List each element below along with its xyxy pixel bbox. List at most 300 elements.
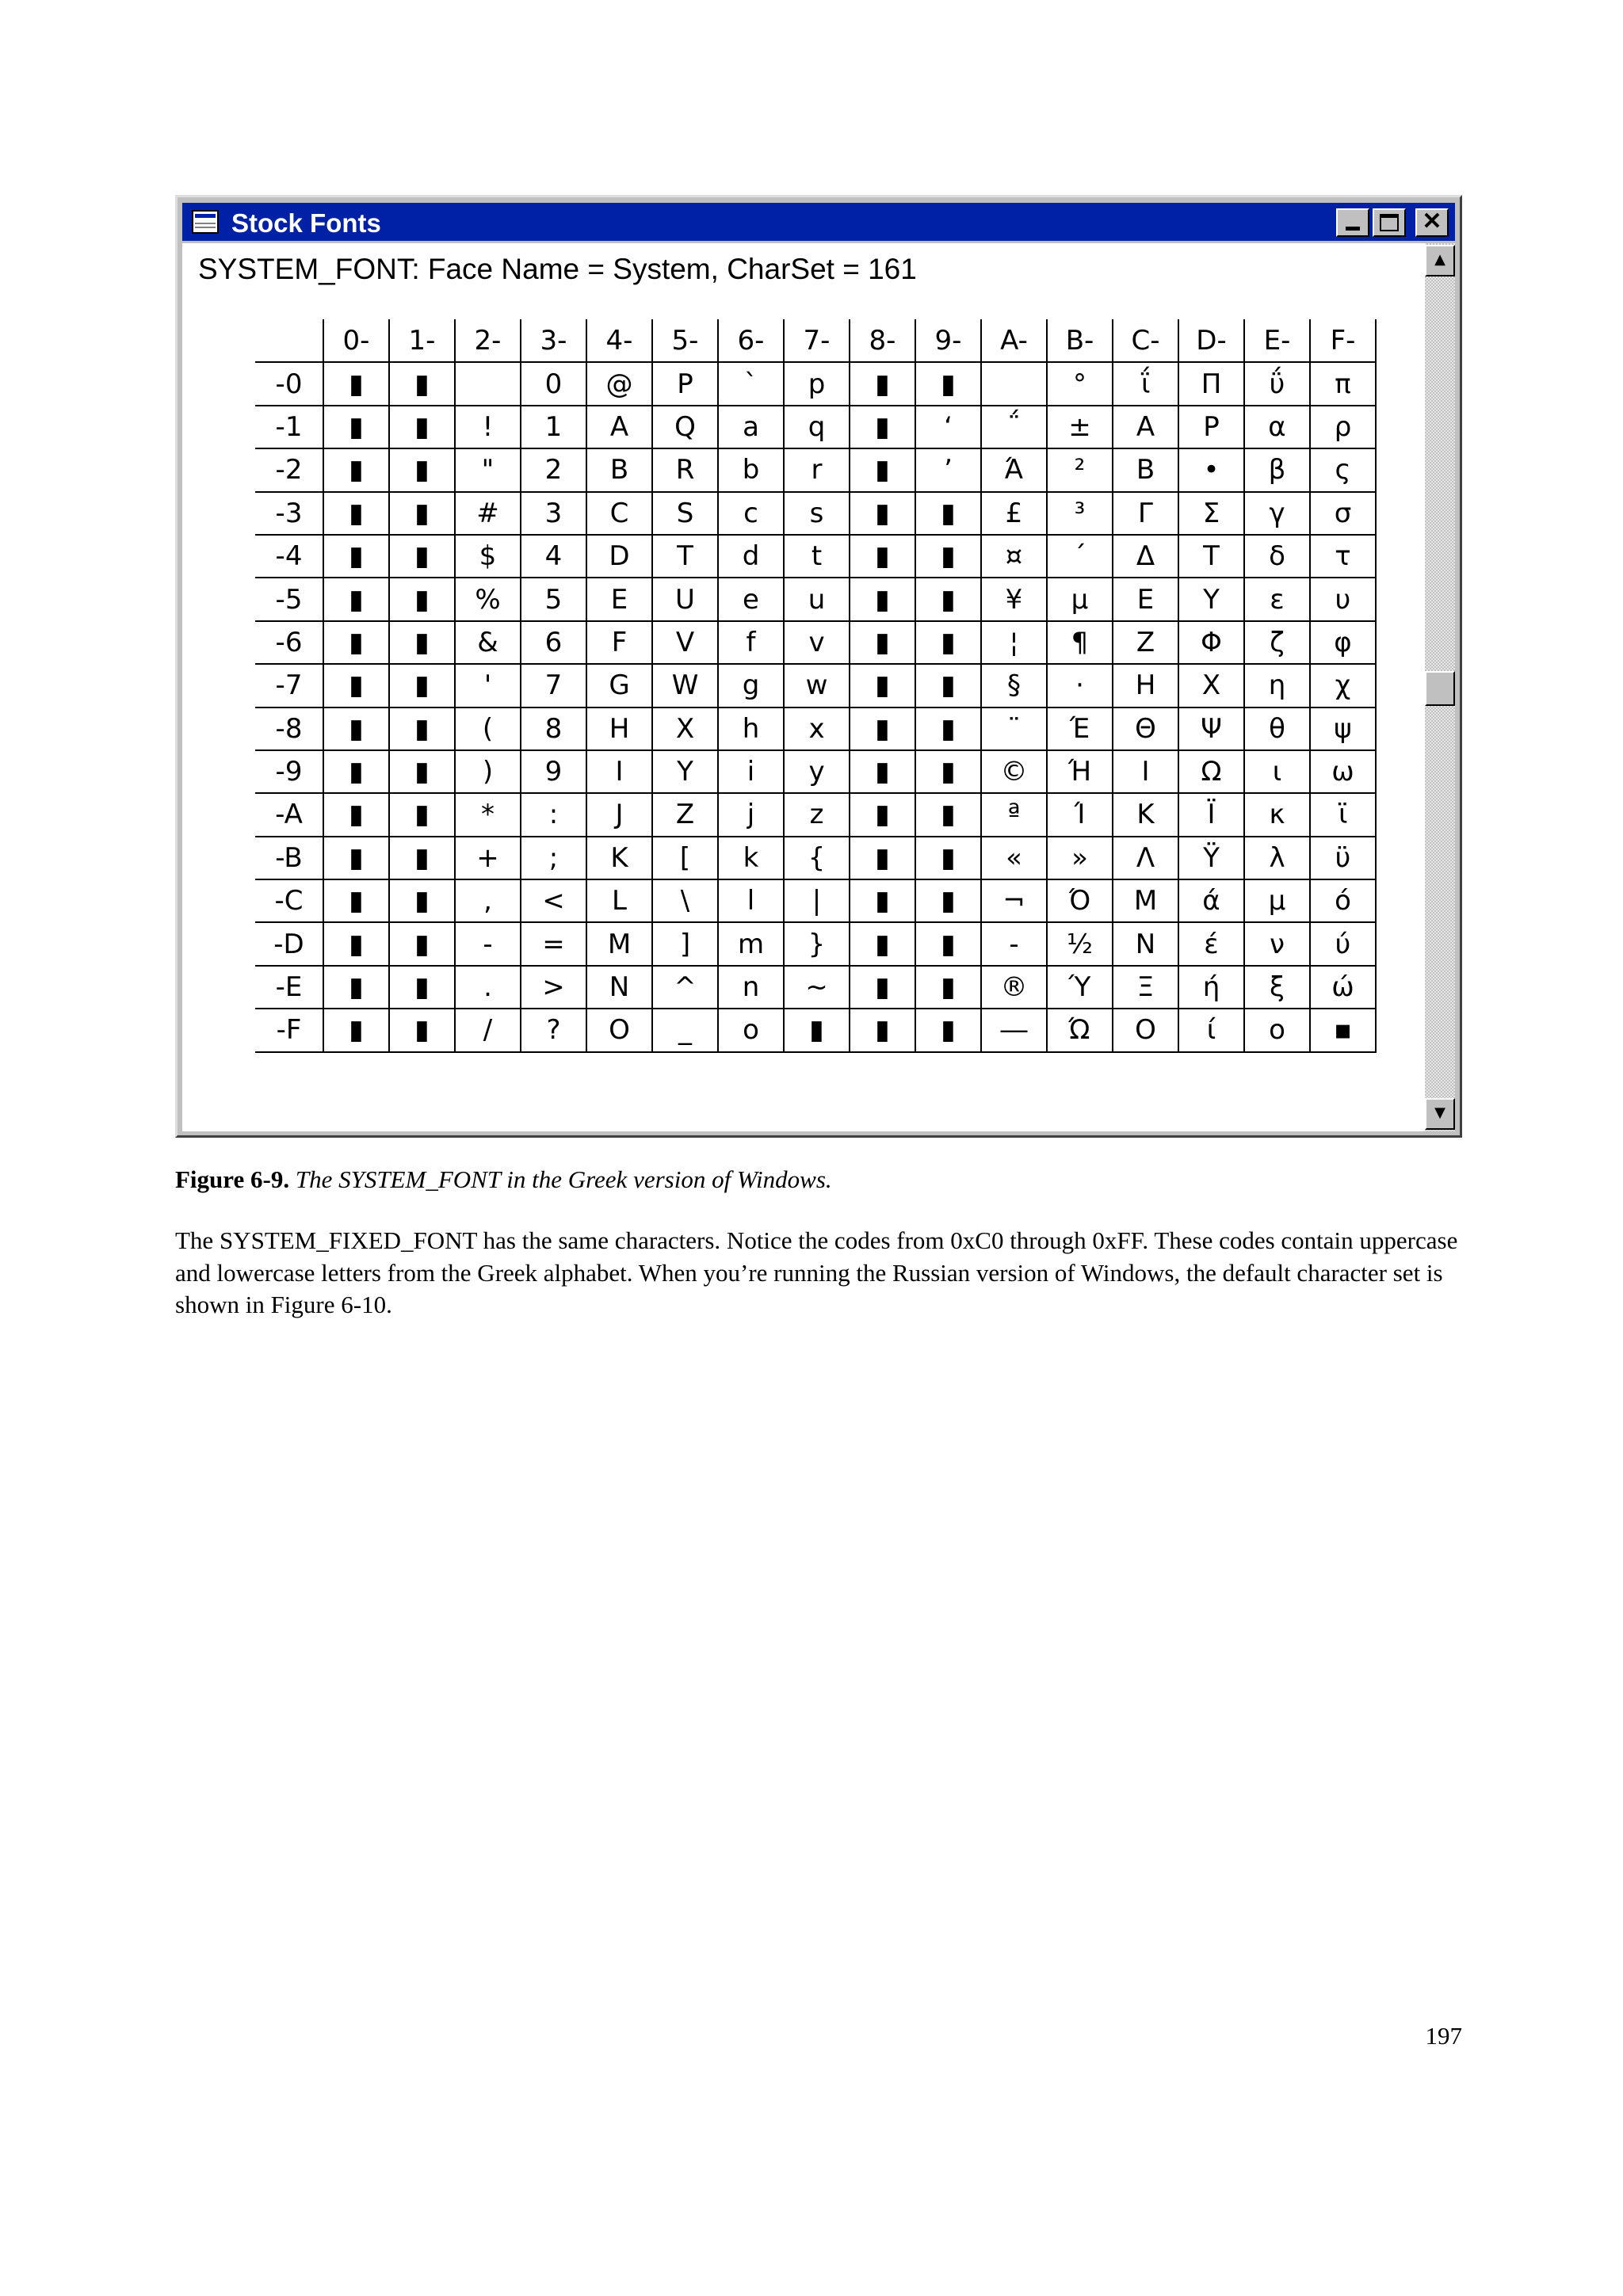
char-cell: S: [652, 492, 718, 535]
char-cell: ▮: [389, 793, 455, 836]
char-cell: ▮: [915, 966, 981, 1009]
char-cell: §: [981, 664, 1047, 707]
caption-label: Figure 6-9.: [175, 1165, 290, 1193]
char-cell: ▮: [850, 448, 915, 491]
row-header: -0: [255, 362, 323, 405]
char-cell: Ϋ: [1178, 837, 1244, 879]
char-cell: ▮: [850, 578, 915, 620]
char-cell: Τ: [1178, 535, 1244, 578]
char-cell: >: [521, 966, 586, 1009]
char-cell: •: [1178, 448, 1244, 491]
char-cell: !: [455, 406, 521, 448]
char-cell: Ξ: [1113, 966, 1178, 1009]
char-cell: ▮: [850, 793, 915, 836]
char-cell: ΐ: [1113, 362, 1178, 405]
table-row: [255, 1009, 1376, 1051]
char-cell: «: [981, 837, 1047, 879]
char-cell: ▮: [389, 448, 455, 491]
char-cell: ▪: [1310, 1009, 1376, 1051]
char-cell: R: [652, 448, 718, 491]
vertical-scrollbar[interactable]: [1425, 243, 1455, 1131]
char-cell: δ: [1244, 535, 1310, 578]
char-cell: ½: [1047, 922, 1113, 965]
char-cell: I: [586, 750, 652, 793]
char-cell: F: [586, 621, 652, 664]
char-cell: θ: [1244, 707, 1310, 750]
char-cell: ▮: [915, 707, 981, 750]
char-cell: β: [1244, 448, 1310, 491]
char-cell: 2: [521, 448, 586, 491]
table-row: [255, 793, 1376, 836]
table-row: [255, 922, 1376, 965]
char-cell: ▮: [389, 837, 455, 879]
char-cell: U: [652, 578, 718, 620]
char-cell: 1: [521, 406, 586, 448]
char-cell: ▮: [389, 578, 455, 620]
column-header: 7-: [784, 319, 850, 362]
char-cell: V: [652, 621, 718, 664]
close-icon: ✕: [1422, 208, 1442, 235]
char-cell: y: [784, 750, 850, 793]
char-cell: 4: [521, 535, 586, 578]
client-area: [182, 243, 1425, 1131]
char-cell: Β: [1113, 448, 1178, 491]
char-cell: |: [784, 879, 850, 922]
char-cell: ;: [521, 837, 586, 879]
font-heading: SYSTEM_FONT: Face Name = System, CharSet = 161: [198, 253, 917, 285]
row-header: -7: [255, 664, 323, 707]
scroll-down-arrow-icon: ▼: [1434, 1104, 1445, 1121]
scroll-thumb[interactable]: [1425, 671, 1455, 706]
char-cell: ▮: [389, 492, 455, 535]
caption-text: The SYSTEM_FONT in the Greek version of Windows.: [295, 1165, 832, 1193]
minimize-icon: [1346, 227, 1360, 231]
char-cell: d: [718, 535, 784, 578]
table-row: [255, 750, 1376, 793]
char-cell: »: [1047, 837, 1113, 879]
page-number: 197: [1425, 2022, 1462, 2050]
char-cell: D: [586, 535, 652, 578]
table-row: [255, 406, 1376, 448]
char-cell: ": [455, 448, 521, 491]
char-cell: ▮: [389, 879, 455, 922]
char-cell: ▮: [389, 621, 455, 664]
char-cell: _: [652, 1009, 718, 1051]
column-header: 0-: [323, 319, 389, 362]
char-cell: ρ: [1310, 406, 1376, 448]
char-cell: q: [784, 406, 850, 448]
char-cell: ΄: [1047, 535, 1113, 578]
char-cell: ▮: [323, 664, 389, 707]
char-cell: -: [981, 922, 1047, 965]
char-cell: ▮: [850, 750, 915, 793]
char-cell: ▮: [850, 362, 915, 405]
char-cell: ▮: [323, 750, 389, 793]
char-cell: e: [718, 578, 784, 620]
char-cell: ^: [652, 966, 718, 1009]
char-cell: L: [586, 879, 652, 922]
char-cell: h: [718, 707, 784, 750]
char-cell: [981, 362, 1047, 405]
char-cell: *: [455, 793, 521, 836]
char-cell: ▮: [915, 922, 981, 965]
row-header: -4: [255, 535, 323, 578]
body-paragraph: The SYSTEM_FIXED_FONT has the same characters. Notice the codes from 0xC0 through 0xFF. These codes contain uppercase and lowercase letters from the Greek alphabet. When you’re running the Russian version of Windows, the default character set is shown in Figure 6-10.: [175, 1226, 1458, 1318]
char-cell: Α: [1113, 406, 1178, 448]
column-header: 3-: [521, 319, 586, 362]
char-cell: ▮: [323, 621, 389, 664]
char-cell: <: [521, 879, 586, 922]
char-cell: ▮: [323, 707, 389, 750]
char-cell: 8: [521, 707, 586, 750]
char-cell: b: [718, 448, 784, 491]
char-cell: ▮: [915, 362, 981, 405]
char-cell: [: [652, 837, 718, 879]
char-cell: ▮: [915, 621, 981, 664]
char-cell: Η: [1113, 664, 1178, 707]
char-cell: 0: [521, 362, 586, 405]
char-cell: ,: [455, 879, 521, 922]
window-menu-icon[interactable]: [192, 210, 219, 234]
char-cell: Π: [1178, 362, 1244, 405]
table-row: [255, 535, 1376, 578]
char-cell: %: [455, 578, 521, 620]
char-cell: M: [586, 922, 652, 965]
char-cell: u: [784, 578, 850, 620]
column-header: F-: [1310, 319, 1376, 362]
char-cell: Ι: [1113, 750, 1178, 793]
char-cell: ▮: [850, 535, 915, 578]
char-cell: W: [652, 664, 718, 707]
row-header: -8: [255, 707, 323, 750]
char-cell: ό: [1310, 879, 1376, 922]
char-cell: Z: [652, 793, 718, 836]
char-cell: ]: [652, 922, 718, 965]
table-row: [255, 362, 1376, 405]
title-bar[interactable]: [182, 203, 1455, 241]
char-cell: ΰ: [1244, 362, 1310, 405]
column-header: 9-: [915, 319, 981, 362]
char-cell: {: [784, 837, 850, 879]
char-cell: ▮: [784, 1009, 850, 1051]
char-cell: }: [784, 922, 850, 965]
char-cell: j: [718, 793, 784, 836]
char-cell: Κ: [1113, 793, 1178, 836]
column-header: C-: [1113, 319, 1178, 362]
char-cell: ▮: [323, 879, 389, 922]
column-header: 5-: [652, 319, 718, 362]
char-cell: o: [718, 1009, 784, 1051]
row-header: -2: [255, 448, 323, 491]
char-cell: κ: [1244, 793, 1310, 836]
char-cell: Ό: [1047, 879, 1113, 922]
char-cell: ®: [981, 966, 1047, 1009]
char-cell: ▮: [850, 922, 915, 965]
char-cell: γ: [1244, 492, 1310, 535]
char-cell: p: [784, 362, 850, 405]
char-cell: Μ: [1113, 879, 1178, 922]
char-cell: Ε: [1113, 578, 1178, 620]
char-cell: ί: [1178, 1009, 1244, 1051]
char-cell: ▮: [323, 492, 389, 535]
table-row: [255, 492, 1376, 535]
char-cell: l: [718, 879, 784, 922]
char-cell: ¬: [981, 879, 1047, 922]
char-cell: ▮: [323, 362, 389, 405]
char-cell: υ: [1310, 578, 1376, 620]
char-cell: :: [521, 793, 586, 836]
char-cell: ϊ: [1310, 793, 1376, 836]
char-cell: ▮: [915, 793, 981, 836]
char-cell: ▮: [915, 578, 981, 620]
char-cell: λ: [1244, 837, 1310, 879]
column-header: 8-: [850, 319, 915, 362]
char-cell: ▮: [850, 966, 915, 1009]
char-cell: £: [981, 492, 1047, 535]
char-cell: ▮: [323, 448, 389, 491]
char-cell: μ: [1244, 879, 1310, 922]
char-cell: N: [586, 966, 652, 1009]
row-header: -B: [255, 837, 323, 879]
char-cell: ω: [1310, 750, 1376, 793]
char-cell: H: [586, 707, 652, 750]
char-cell: r: [784, 448, 850, 491]
char-cell: a: [718, 406, 784, 448]
char-cell: v: [784, 621, 850, 664]
char-cell: ΅: [981, 406, 1047, 448]
char-cell: T: [652, 535, 718, 578]
char-cell: ¤: [981, 535, 1047, 578]
char-cell: ¶: [1047, 621, 1113, 664]
char-cell: ▮: [323, 922, 389, 965]
char-cell: c: [718, 492, 784, 535]
char-cell: ς: [1310, 448, 1376, 491]
column-header-row: [255, 319, 1376, 362]
char-cell: X: [652, 707, 718, 750]
char-cell: Ύ: [1047, 966, 1113, 1009]
char-cell: 9: [521, 750, 586, 793]
window-title: Stock Fonts: [231, 208, 381, 238]
char-cell: ο: [1244, 1009, 1310, 1051]
char-cell: η: [1244, 664, 1310, 707]
char-cell: φ: [1310, 621, 1376, 664]
row-header: -E: [255, 966, 323, 1009]
char-cell: ώ: [1310, 966, 1376, 1009]
char-cell: ▮: [323, 406, 389, 448]
char-cell: ©: [981, 750, 1047, 793]
char-cell: $: [455, 535, 521, 578]
char-cell: ▮: [323, 578, 389, 620]
char-cell: Ή: [1047, 750, 1113, 793]
char-cell: Ώ: [1047, 1009, 1113, 1051]
char-cell: w: [784, 664, 850, 707]
figure-caption: [175, 1165, 832, 1194]
char-cell: ·: [1047, 664, 1113, 707]
char-cell: ~: [784, 966, 850, 1009]
char-cell: Ψ: [1178, 707, 1244, 750]
char-cell: ▮: [389, 966, 455, 1009]
row-header: -3: [255, 492, 323, 535]
char-cell: J: [586, 793, 652, 836]
row-header: -C: [255, 879, 323, 922]
char-cell: =: [521, 922, 586, 965]
char-cell: ▮: [915, 837, 981, 879]
char-cell: ¦: [981, 621, 1047, 664]
char-cell: ή: [1178, 966, 1244, 1009]
char-cell: Ί: [1047, 793, 1113, 836]
char-cell: n: [718, 966, 784, 1009]
char-cell: ▮: [850, 1009, 915, 1051]
char-cell: G: [586, 664, 652, 707]
char-cell: ζ: [1244, 621, 1310, 664]
column-header: 2-: [455, 319, 521, 362]
char-cell: ▮: [850, 707, 915, 750]
char-cell: ª: [981, 793, 1047, 836]
char-cell: A: [586, 406, 652, 448]
char-cell: µ: [1047, 578, 1113, 620]
char-cell: ▮: [323, 1009, 389, 1051]
char-cell: P: [652, 362, 718, 405]
column-header: D-: [1178, 319, 1244, 362]
column-header: A-: [981, 319, 1047, 362]
char-cell: #: [455, 492, 521, 535]
maximize-button[interactable]: [1373, 208, 1406, 237]
char-cell: s: [784, 492, 850, 535]
char-cell: ±: [1047, 406, 1113, 448]
char-cell: 5: [521, 578, 586, 620]
row-header: -5: [255, 578, 323, 620]
table-row: [255, 578, 1376, 620]
row-header: -A: [255, 793, 323, 836]
char-cell: ▮: [915, 535, 981, 578]
char-cell: C: [586, 492, 652, 535]
char-cell: \: [652, 879, 718, 922]
char-cell: @: [586, 362, 652, 405]
char-cell: ▮: [389, 535, 455, 578]
char-cell: Y: [652, 750, 718, 793]
scroll-down-button[interactable]: [1425, 1098, 1455, 1130]
char-cell: ?: [521, 1009, 586, 1051]
table-row: [255, 879, 1376, 922]
char-cell: ψ: [1310, 707, 1376, 750]
char-cell: Χ: [1178, 664, 1244, 707]
char-cell: [455, 362, 521, 405]
row-header: -9: [255, 750, 323, 793]
char-cell: i: [718, 750, 784, 793]
char-cell: ▮: [389, 1009, 455, 1051]
char-cell: /: [455, 1009, 521, 1051]
scroll-up-arrow-icon: ▲: [1434, 251, 1445, 268]
char-cell: ▮: [389, 750, 455, 793]
char-cell: Ζ: [1113, 621, 1178, 664]
char-cell: Έ: [1047, 707, 1113, 750]
char-cell: Ρ: [1178, 406, 1244, 448]
char-cell: ¨: [981, 707, 1047, 750]
char-cell: ▮: [915, 492, 981, 535]
char-cell: ▮: [915, 879, 981, 922]
char-cell: Ν: [1113, 922, 1178, 965]
char-cell: B: [586, 448, 652, 491]
table-row: [255, 707, 1376, 750]
char-cell: m: [718, 922, 784, 965]
char-cell: ▮: [389, 362, 455, 405]
char-cell: g: [718, 664, 784, 707]
char-cell: f: [718, 621, 784, 664]
char-cell: Φ: [1178, 621, 1244, 664]
scroll-up-button[interactable]: [1425, 245, 1455, 277]
char-cell: ’: [915, 448, 981, 491]
char-cell: ▮: [850, 406, 915, 448]
char-cell: Υ: [1178, 578, 1244, 620]
char-cell: K: [586, 837, 652, 879]
char-cell: ύ: [1310, 922, 1376, 965]
table-row: [255, 966, 1376, 1009]
table-row: [255, 448, 1376, 491]
table-corner: [255, 319, 323, 362]
char-cell: ¥: [981, 578, 1047, 620]
char-cell: ▮: [915, 664, 981, 707]
char-cell: ▮: [389, 406, 455, 448]
row-header: -1: [255, 406, 323, 448]
char-cell: +: [455, 837, 521, 879]
char-cell: ▮: [850, 664, 915, 707]
char-cell: ε: [1244, 578, 1310, 620]
table-row: [255, 837, 1376, 879]
char-cell: ▮: [323, 837, 389, 879]
column-header: E-: [1244, 319, 1310, 362]
char-cell: ‘: [915, 406, 981, 448]
char-cell: ▮: [850, 492, 915, 535]
char-cell: π: [1310, 362, 1376, 405]
char-cell: ▮: [389, 707, 455, 750]
maximize-icon: [1380, 214, 1399, 231]
char-cell: Ά: [981, 448, 1047, 491]
char-cell: ―: [981, 1009, 1047, 1051]
char-cell: ά: [1178, 879, 1244, 922]
char-cell: .: [455, 966, 521, 1009]
char-cell: ι: [1244, 750, 1310, 793]
char-cell: ²: [1047, 448, 1113, 491]
char-cell: 3: [521, 492, 586, 535]
char-cell: ν: [1244, 922, 1310, 965]
char-cell: E: [586, 578, 652, 620]
char-cell: `: [718, 362, 784, 405]
char-cell: ξ: [1244, 966, 1310, 1009]
stock-fonts-window: [175, 195, 1462, 1138]
char-cell: ³: [1047, 492, 1113, 535]
column-header: B-: [1047, 319, 1113, 362]
char-cell: ▮: [850, 837, 915, 879]
char-cell: Γ: [1113, 492, 1178, 535]
row-header: -D: [255, 922, 323, 965]
char-cell: ▮: [850, 621, 915, 664]
char-cell: Δ: [1113, 535, 1178, 578]
char-cell: Ϊ: [1178, 793, 1244, 836]
row-header: -F: [255, 1009, 323, 1051]
char-cell: Q: [652, 406, 718, 448]
char-cell: ': [455, 664, 521, 707]
char-cell: ▮: [915, 750, 981, 793]
row-header: -6: [255, 621, 323, 664]
char-cell: k: [718, 837, 784, 879]
close-button[interactable]: [1415, 208, 1449, 237]
minimize-button[interactable]: [1336, 208, 1369, 237]
char-cell: t: [784, 535, 850, 578]
char-cell: σ: [1310, 492, 1376, 535]
char-cell: (: [455, 707, 521, 750]
table-row: [255, 621, 1376, 664]
char-cell: Ω: [1178, 750, 1244, 793]
